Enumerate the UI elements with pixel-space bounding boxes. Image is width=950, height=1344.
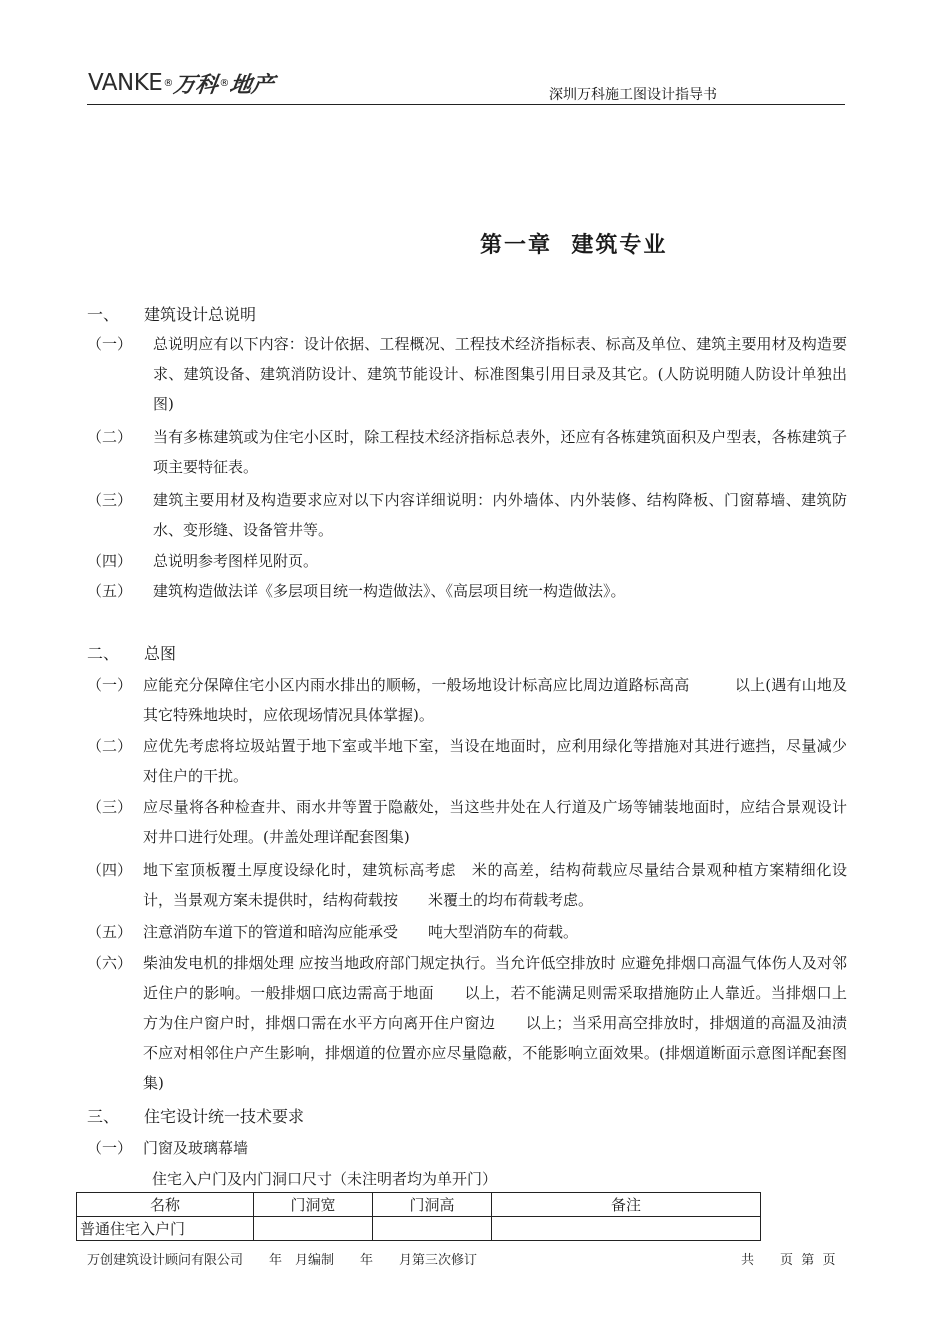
- section-number: 三、: [87, 1107, 120, 1126]
- item-text: [87, 1133, 847, 1163]
- item-text-content: 总说明参考图样见附页。: [153, 552, 319, 570]
- item-text: [87, 855, 847, 915]
- table-cell: [254, 1217, 373, 1241]
- section-number: 二、: [87, 644, 120, 663]
- list-item: [87, 670, 847, 730]
- list-item: [87, 576, 847, 606]
- item-number: （六）: [87, 954, 133, 972]
- item-text: [87, 485, 847, 545]
- list-item: [87, 1133, 847, 1163]
- table-header-cell: 门洞高: [373, 1193, 492, 1217]
- list-item: [87, 329, 847, 419]
- section-title: 住宅设计统一技术要求: [144, 1107, 305, 1126]
- item-text-content: 建筑构造做法详《多层项目统一构造做法》、《高层项目统一构造做法》。: [153, 582, 626, 600]
- door-size-table: [76, 1192, 761, 1241]
- logo-cjk-text-2: 地产: [228, 72, 276, 98]
- section-number: 一、: [87, 305, 120, 324]
- item-text-content: 柴油发电机的排烟处理 应按当地政府部门规定执行。当允许低空排放时 应避免排烟口高温气体伤人及对邻近住户的影响。一般排烟口底边需高于地面 以上，若不能满足则需采取措施防止人靠近。当排烟口上方为住户窗户时，排烟口需在水平方向离开住户窗边 以上；当采用高空排放时，排烟道的高温及油渍不应对相邻住户产生影响，排烟道的位置亦应尽量隐蔽，不能影响立面效果。(排烟道断面示意图详配套图集): [143, 954, 847, 1092]
- item-text-content: 应尽量将各种检查井、雨水井等置于隐蔽处，当这些井处在人行道及广场等铺装地面时，应结合景观设计对井口进行处理。(井盖处理详配套图集): [143, 798, 847, 846]
- logo-registered-mark: ®: [163, 77, 174, 89]
- item-number: （一）: [87, 1139, 133, 1157]
- item-text: [87, 546, 847, 576]
- list-item: [87, 792, 847, 852]
- item-text: [87, 948, 847, 1098]
- item-text: [87, 576, 847, 606]
- item-number: （一）: [87, 335, 133, 353]
- table-header-row: [77, 1193, 761, 1217]
- company-logo: [88, 66, 274, 100]
- list-item: [87, 917, 847, 947]
- list-item: [87, 422, 847, 482]
- table-cell: 普通住宅入户门: [77, 1217, 254, 1241]
- item-number: （五）: [87, 582, 133, 600]
- section-title: 总图: [144, 644, 177, 663]
- logo-cjk-text-1: 万科: [172, 72, 220, 98]
- item-text-content: 应能充分保障住宅小区内雨水排出的顺畅，一般场地设计标高应比周边道路标高高 以上(遇有山地及其它特殊地块时，应依现场情况具体掌握)。: [143, 676, 847, 724]
- item-number: （二）: [87, 428, 133, 446]
- list-item: [87, 731, 847, 791]
- item-text-content: 建筑主要用材及构造要求应对以下内容详细说明：内外墙体、内外装修、结构降板、门窗幕墙、建筑防水、变形缝、设备管井等。: [153, 491, 847, 539]
- item-text: [87, 792, 847, 852]
- item-text-content: 当有多栋建筑或为住宅小区时，除工程技术经济指标总表外，还应有各栋建筑面积及户型表，各栋建筑子项主要特征表。: [153, 428, 847, 476]
- item-number: （五）: [87, 923, 133, 941]
- table-row: [77, 1217, 761, 1241]
- table-header-cell: 备注: [492, 1193, 761, 1217]
- section-title: 建筑设计总说明: [144, 305, 257, 324]
- item-number: （一）: [87, 676, 133, 694]
- item-number: （四）: [87, 552, 133, 570]
- table-caption: 住宅入户门及内门洞口尺寸（未注明者均为单开门）: [152, 1170, 498, 1188]
- item-number: （三）: [87, 798, 133, 816]
- logo-latin-text: VANKE: [88, 70, 163, 96]
- footer-left: 万创建筑设计顾问有限公司 年 月编制 年 月第三次修订: [87, 1253, 478, 1268]
- item-text-content: 注意消防车道下的管道和暗沟应能承受 吨大型消防车的荷载。: [143, 923, 579, 941]
- item-text: [87, 917, 847, 947]
- table-header-cell: 名称: [77, 1193, 254, 1217]
- item-text-content: 应优先考虑将垃圾站置于地下室或半地下室，当设在地面时，应利用绿化等措施对其进行遮挡，尽量减少对住户的干扰。: [143, 737, 847, 785]
- footer-page-info: 共 页 第 页: [741, 1253, 836, 1268]
- item-text: [87, 731, 847, 791]
- table-cell: [492, 1217, 761, 1241]
- chapter-title: 第一章 建筑专业: [480, 233, 668, 258]
- item-number: （三）: [87, 491, 133, 509]
- item-text-content: 地下室顶板覆土厚度设绿化时，建筑标高考虑 米的高差，结构荷载应尽量结合景观种植方案精细化设计，当景观方案未提供时，结构荷载按 米覆土的均布荷载考虑。: [143, 861, 847, 909]
- item-text-content: 总说明应有以下内容：设计依据、工程概况、工程技术经济指标表、标高及单位、建筑主要用材及构造要求、建筑设备、建筑消防设计、建筑节能设计、标准图集引用目录及其它。(人防说明随人防设计单独出图): [153, 335, 847, 413]
- table-cell: [373, 1217, 492, 1241]
- list-item: [87, 855, 847, 915]
- header-divider: [87, 104, 845, 105]
- item-text: [87, 422, 847, 482]
- item-text-content: 门窗及玻璃幕墙: [143, 1139, 249, 1157]
- list-item: [87, 485, 847, 545]
- table-header-cell: 门洞宽: [254, 1193, 373, 1217]
- list-item: [87, 948, 847, 1098]
- item-text: [87, 670, 847, 730]
- logo-registered-mark-2: ®: [219, 77, 230, 89]
- item-text: [87, 329, 847, 419]
- document-title: 深圳万科施工图设计指导书: [549, 87, 717, 103]
- item-number: （四）: [87, 861, 133, 879]
- item-number: （二）: [87, 737, 133, 755]
- list-item: [87, 546, 847, 576]
